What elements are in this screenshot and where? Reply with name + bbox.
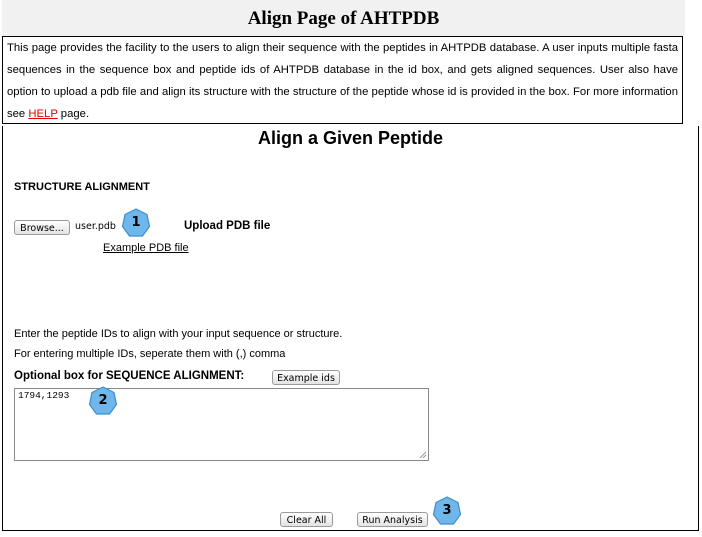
annotation-badge-2 xyxy=(88,386,118,416)
annotation-badge-1 xyxy=(121,208,151,238)
align-form-panel xyxy=(2,126,699,531)
example-pdb-link[interactable]: Example PDB file xyxy=(103,242,189,254)
run-analysis-button[interactable]: Run Analysis xyxy=(357,512,428,527)
peptide-ids-textarea[interactable] xyxy=(14,388,429,461)
page-title: Align Page of AHTPDB xyxy=(2,0,685,36)
optional-box-label: Optional box for SEQUENCE ALIGNMENT: xyxy=(14,370,245,382)
badge-number: 1 xyxy=(131,215,141,230)
instruction-line-1: Enter the peptide IDs to align with your input sequence or structure. xyxy=(14,328,343,340)
example-ids-button[interactable]: Example ids xyxy=(272,370,340,385)
instruction-line-2: For entering multiple IDs, seperate them with (,) comma xyxy=(14,348,286,360)
panel-heading: Align a Given Peptide xyxy=(257,128,444,148)
description-text-end: page. xyxy=(57,108,90,120)
description-text: This page provides the facility to the users to align their sequence with the peptides in AHTPDB database. A user inputs multiple fasta sequences in the sequence box and peptide ids of AHTPDB database in the id box, and gets aligned sequences. User also have option to upload a pdb file and align its structure with the structure of the peptide whose id is provided in the box. For more information see xyxy=(7,42,678,120)
selected-file-name: user.pdb xyxy=(75,221,116,232)
badge-number: 3 xyxy=(442,503,452,518)
page-description xyxy=(2,36,683,124)
browse-button[interactable]: Browse... xyxy=(14,220,70,235)
resize-grip-icon[interactable] xyxy=(419,451,427,459)
textarea-value: 1794,1293 xyxy=(18,390,70,401)
clear-all-button[interactable]: Clear All xyxy=(280,512,333,527)
structure-alignment-label: STRUCTURE ALIGNMENT xyxy=(14,181,150,193)
annotation-badge-3 xyxy=(432,496,462,526)
help-link[interactable]: HELP xyxy=(28,108,58,120)
upload-pdb-label: Upload PDB file xyxy=(184,220,271,232)
badge-number: 2 xyxy=(98,393,108,408)
